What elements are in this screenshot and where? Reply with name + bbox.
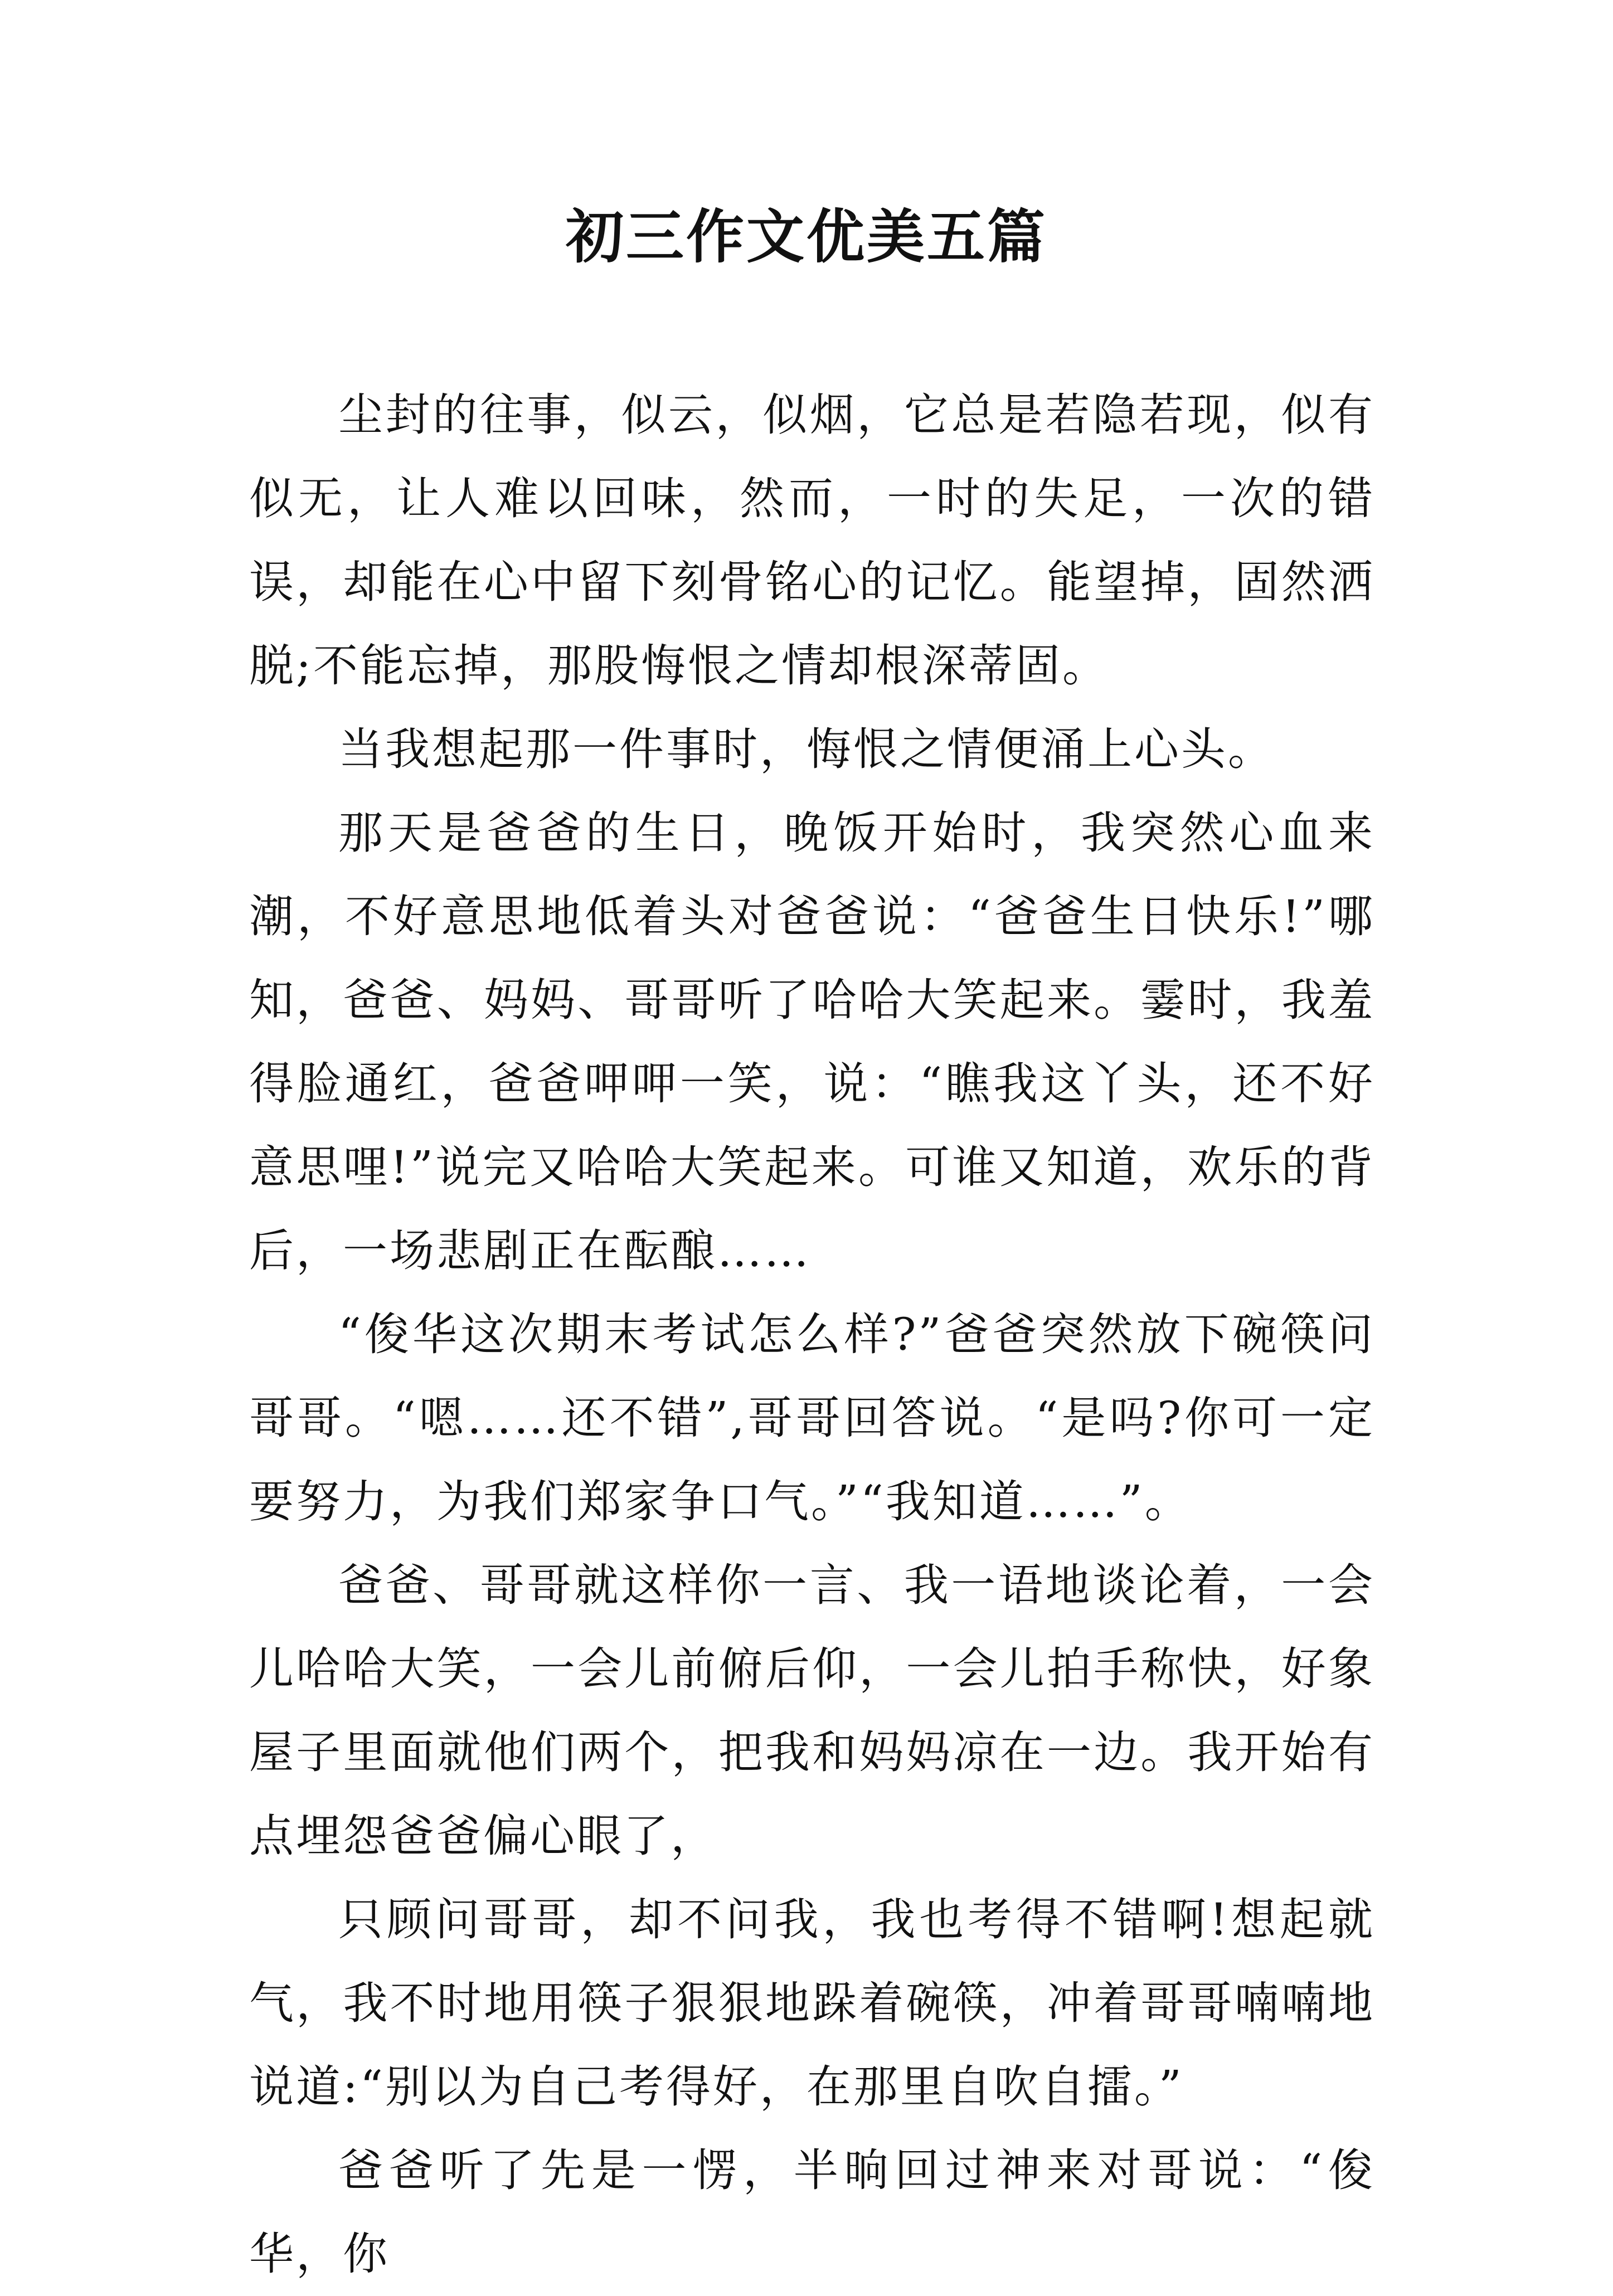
paragraph: 那天是爸爸的生日，晚饭开始时，我突然心血来潮，不好意思地低着头对爸爸说：“爸爸生日快乐!”哪知，爸爸、妈妈、哥哥听了哈哈大笑起来。霎时，我羞得脸通红，爸爸呷呷一笑，说：“瞧我这丫头，还不好意思哩!”说完又哈哈大笑起来。可谁又知道，欢乐的背后，一场悲剧正在酝酿…… [249, 807, 1375, 1277]
paragraph: 爸爸、哥哥就这样你一言、我一语地谈论着，一会儿哈哈大笑，一会儿前俯后仰，一会儿拍手称快，好象屋子里面就他们两个，把我和妈妈凉在一边。我开始有点埋怨爸爸偏心眼了， [249, 1559, 1375, 1862]
paragraph: 尘封的往事，似云，似烟，它总是若隐若现，似有似无，让人难以回味，然而，一时的失足，一次的错误，却能在心中留下刻骨铭心的记忆。能望掉，固然洒脱;不能忘掉，那股悔恨之情却根深蒂固。 [249, 389, 1375, 692]
paragraph: “俊华这次期末考试怎么样?”爸爸突然放下碗筷问哥哥。“嗯……还不错”,哥哥回答说。“是吗?你可一定要努力，为我们郑家争口气。”“我知道……”。 [249, 1308, 1375, 1528]
paragraph: 当我想起那一件事时，悔恨之情便涌上心头。 [338, 723, 1275, 775]
paragraph: 只顾问哥哥，却不问我，我也考得不错啊!想起就气，我不时地用筷子狠狠地跺着碗筷，冲着哥哥喃喃地说道:“别以为自己考得好，在那里自吹自擂。” [249, 1894, 1375, 2113]
paragraph: 爸爸听了先是一愣，半晌回过神来对哥说：“俊华，你 [249, 2144, 1375, 2280]
document-body [249, 373, 1375, 2296]
document-title: 初三作文优美五篇 [565, 202, 1047, 271]
